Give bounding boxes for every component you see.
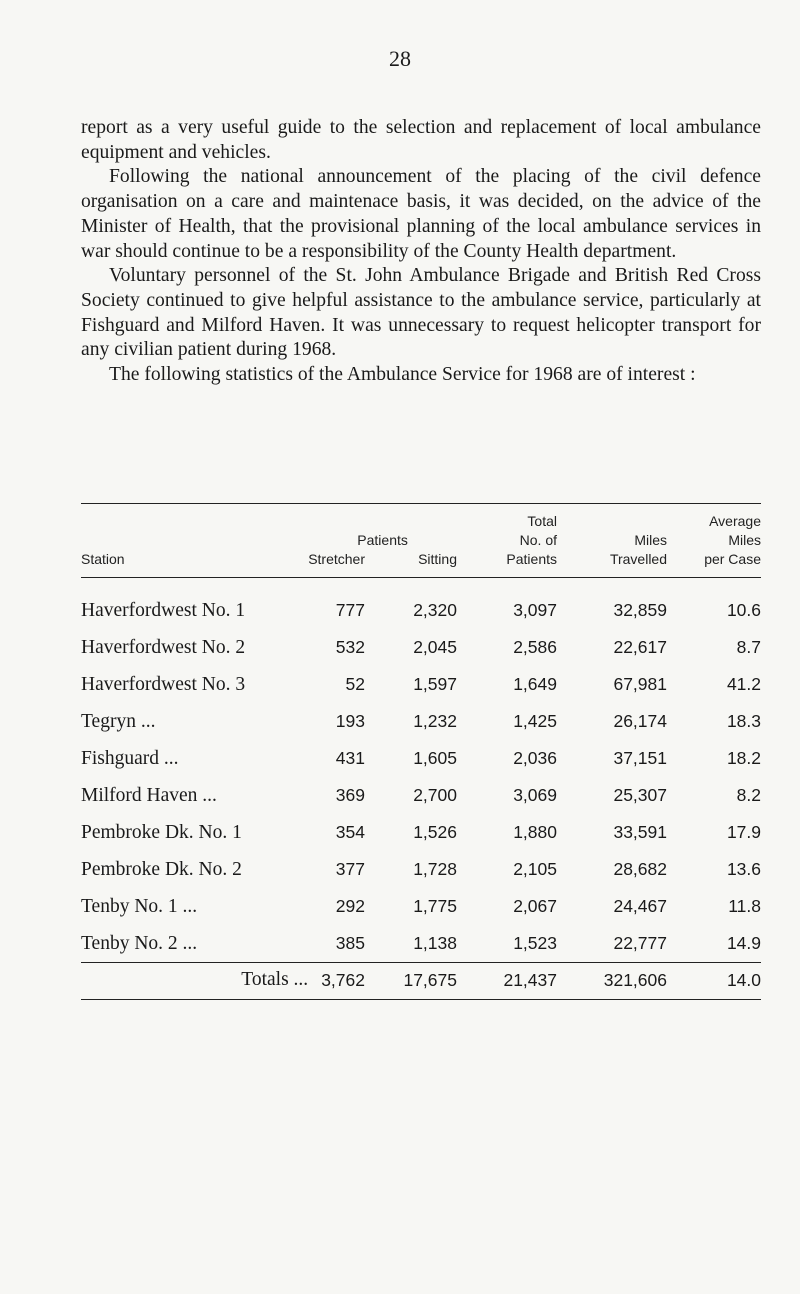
paragraph-4: The following statistics of the Ambulance Service for 1968 are of interest : (109, 364, 696, 386)
sitting-cell: 1,138 (413, 933, 457, 953)
miles-cell: 37,151 (613, 748, 667, 768)
header-total-line-3: Patients (457, 550, 557, 578)
stretcher-cell: 377 (335, 859, 365, 879)
ambulance-statistics-table (81, 503, 761, 1000)
header-sitting: Sitting (365, 550, 457, 578)
average-cell: 8.2 (736, 785, 761, 805)
header-average-line-2: Miles (728, 532, 761, 548)
table-row (81, 740, 761, 777)
miles-cell: 28,682 (613, 859, 667, 879)
stretcher-cell: 292 (335, 896, 365, 916)
total-cell: 1,880 (513, 822, 557, 842)
stretcher-cell: 777 (335, 600, 365, 620)
paragraph-2: Following the national announcement of the placing of the civil defence organisation on a care and maintenace basis, it was decided, on the advice of the Minister of Health, that the provisional planning of the local ambulance services in war should continue to be a responsibility of the County Health department. (81, 166, 761, 262)
stretcher-cell: 354 (335, 822, 365, 842)
total-cell: 3,069 (513, 785, 557, 805)
average-cell: 11.8 (728, 896, 761, 916)
sitting-cell: 1,597 (413, 674, 457, 694)
miles-cell: 25,307 (613, 785, 667, 805)
header-station: Station (81, 550, 308, 578)
sitting-cell: 2,045 (413, 637, 457, 657)
station-cell: Tenby No. 1 ... (81, 895, 198, 917)
station-cell: Haverfordwest No. 3 (81, 673, 246, 695)
total-cell: 2,067 (513, 896, 557, 916)
totals-label: Totals ... (81, 963, 308, 1000)
header-miles-line-2: Travelled (557, 550, 667, 578)
station-cell: Haverfordwest No. 1 (81, 599, 246, 621)
miles-cell: 24,467 (613, 896, 667, 916)
stretcher-cell: 385 (335, 933, 365, 953)
miles-cell: 32,859 (613, 600, 667, 620)
average-cell: 14.9 (726, 933, 761, 953)
stretcher-cell: 52 (345, 674, 365, 694)
station-cell: Fishguard ... (81, 747, 179, 769)
average-cell: 13.6 (726, 859, 761, 879)
station-cell: Pembroke Dk. No. 2 (81, 858, 242, 880)
average-cell: 10.6 (726, 600, 761, 620)
station-cell: Haverfordwest No. 2 (81, 636, 246, 658)
sitting-cell: 2,700 (413, 785, 457, 805)
station-cell: Tenby No. 2 ... (81, 932, 198, 954)
miles-cell: 26,174 (613, 711, 667, 731)
header-average-line-1: Average (709, 513, 761, 529)
average-cell: 8.7 (736, 637, 761, 657)
station-cell: Tegryn ... (81, 710, 156, 732)
total-cell: 1,523 (513, 933, 557, 953)
totals-row (81, 963, 761, 1000)
header-patients: Patients (357, 532, 408, 548)
total-cell: 2,036 (513, 748, 557, 768)
total-cell: 1,425 (513, 711, 557, 731)
total-cell: 2,105 (513, 859, 557, 879)
sitting-cell: 1,775 (413, 896, 457, 916)
average-cell: 18.3 (726, 711, 761, 731)
miles-cell: 22,777 (613, 933, 667, 953)
miles-cell: 67,981 (613, 674, 667, 694)
totals-sitting: 17,675 (365, 963, 457, 1000)
totals-average: 14.0 (667, 963, 761, 1000)
totals-stretcher: 3,762 (308, 963, 365, 1000)
table-row (81, 703, 761, 740)
stretcher-cell: 369 (335, 785, 365, 805)
total-cell: 3,097 (513, 600, 557, 620)
header-total-line-1: Total (527, 513, 557, 529)
average-cell: 17.9 (726, 822, 761, 842)
sitting-cell: 1,232 (413, 711, 457, 731)
miles-cell: 22,617 (613, 637, 667, 657)
header-average-line-3: per Case (667, 550, 761, 578)
paragraph-1: report as a very useful guide to the selection and replacement of local ambulance equipment and vehicles. (81, 117, 761, 163)
sitting-cell: 1,728 (413, 859, 457, 879)
sitting-cell: 1,526 (413, 822, 457, 842)
average-cell: 18.2 (726, 748, 761, 768)
total-cell: 1,649 (513, 674, 557, 694)
stretcher-cell: 532 (335, 637, 365, 657)
sitting-cell: 2,320 (413, 600, 457, 620)
paragraph-3: Voluntary personnel of the St. John Ambulance Brigade and British Red Cross Society continued to give helpful assistance to the ambulance service, particularly at Fishguard and Milford Haven. It was unnecessary to request helicopter transport for any civilian patient during 1968. (81, 265, 761, 361)
miles-cell: 33,591 (613, 822, 667, 842)
body-text (81, 116, 761, 388)
page-number: 28 (389, 46, 411, 71)
station-cell: Pembroke Dk. No. 1 (81, 821, 242, 843)
station-cell: Milford Haven ... (81, 784, 217, 806)
table-row (81, 814, 761, 851)
header-miles-line-1: Miles (634, 532, 667, 548)
stretcher-cell: 193 (335, 711, 365, 731)
sitting-cell: 1,605 (413, 748, 457, 768)
table-row (81, 851, 761, 888)
total-cell: 2,586 (513, 637, 557, 657)
header-total-line-2: No. of (519, 532, 557, 548)
average-cell: 41.2 (726, 674, 761, 694)
header-stretcher: Stretcher (308, 550, 365, 578)
table-row (81, 888, 761, 925)
table-row (81, 629, 761, 666)
table-row (81, 578, 761, 630)
table-row (81, 925, 761, 963)
totals-total: 21,437 (457, 963, 557, 1000)
table-row (81, 777, 761, 814)
stretcher-cell: 431 (335, 748, 365, 768)
totals-miles: 321,606 (557, 963, 667, 1000)
table-row (81, 666, 761, 703)
